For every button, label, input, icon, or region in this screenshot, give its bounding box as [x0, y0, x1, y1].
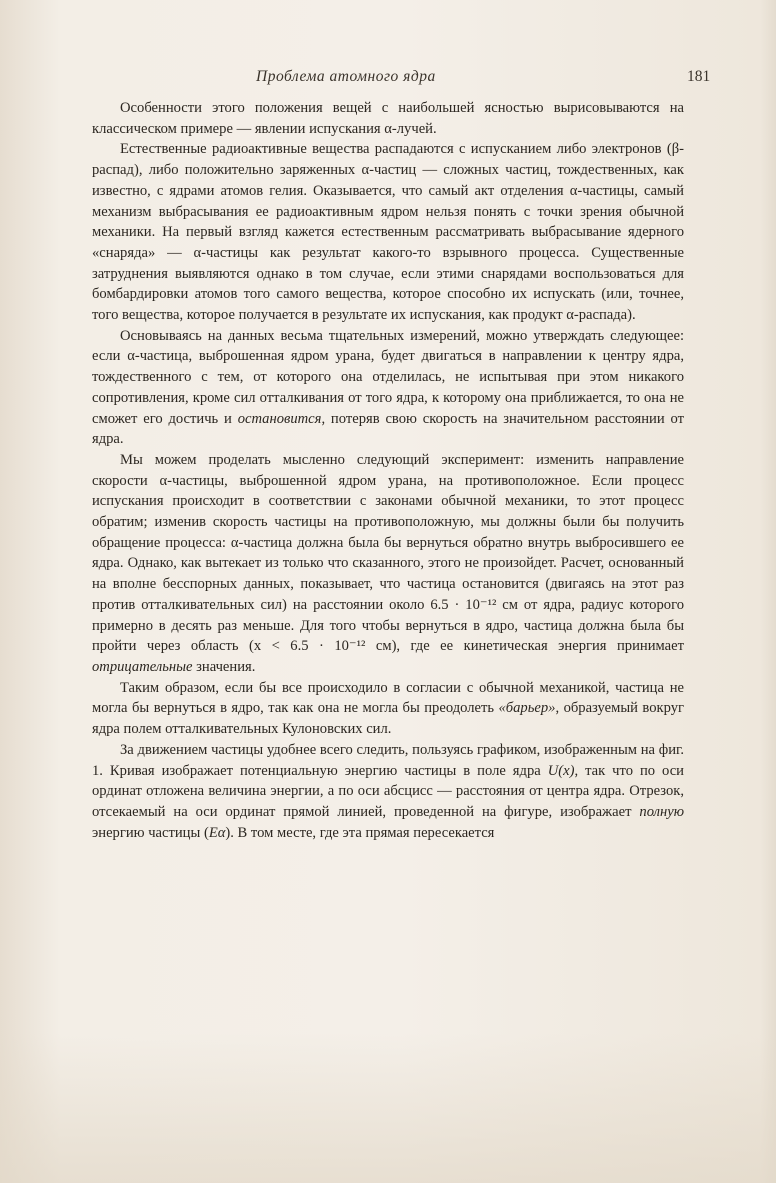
emphasis-text: Eα [208, 824, 226, 841]
paragraph [92, 326, 684, 450]
paragraph [92, 450, 684, 678]
emphasis-text: U(x) [547, 762, 575, 779]
emphasis-text: остановится [237, 410, 322, 427]
body-text [92, 98, 684, 843]
emphasis-text: отрицательные [92, 658, 193, 675]
paragraph-text: За движением частицы удобнее всего следить, пользуясь графиком, изображенным на фиг. 1. Кривая изображает потенциальную энергию частицы в поле ядра [92, 741, 684, 779]
paragraph-text: значения. [192, 658, 256, 675]
paragraph-text: Мы можем проделать мысленно следующий эксперимент: изменить направление скорости α-частицы, выброшенной ядром урана, на противоположное. Если процесс испускания происходит в соответствии с законами обычной механики, то этот процесс обратим; изменив скорость частицы на противоположную, мы должны были бы получить обращение процесса: α-частица должна была бы вернуться обратно внутрь выбросившего ее ядра. Однако, как вытекает из только что сказанного, этого не произойдет. Расчет, основанный на вполне бесспорных данных, показывает, что частица остановится (двигаясь на этот раз против отталкивательных сил) на расстоянии около 6.5 · 10⁻¹² см от ядра, радиус которого примерно в десять раз меньше. Для того чтобы вернуться в ядро, частица должна была бы пройти через область (x < 6.5 · 10⁻¹² см), где ее кинетическая энергия принимает [92, 451, 684, 655]
paragraph-text: Основываясь на данных весьма тщательных измерений, можно утверждать следующее: если α-частица, выброшенная ядром урана, будет двигаться в направлении к центру ядра, тождественного с тем, от которого она отделилась, не испытывая при этом никакого сопротивления, кроме сил отталкивания от того ядра, к которому она приближается, то она не сможет его достичь и [92, 327, 684, 427]
paragraph-text: , потеряв свою скорость на значительном расстоянии от ядра. [92, 410, 684, 448]
paragraph [92, 98, 684, 139]
paragraph-text: Особенности этого положения вещей с наибольшей ясностью вырисовываются на классическом примере — явлении испускания α-лучей. [92, 100, 684, 137]
paragraph-text: , так что по оси ординат отложена величина энергии, а по оси абсцисс — расстояния от центра ядра. Отрезок, отсекаемый на оси ординат прямой линией, проведенной на фигуре, изображает [92, 762, 684, 820]
page-number: 181 [687, 68, 711, 85]
paragraph-text: , образуемый вокруг ядра полем отталкивательных Кулоновских сил. [92, 700, 684, 738]
paragraph-text: ). В том месте, где эта прямая пересекается [225, 824, 495, 841]
running-title: Проблема атомного ядра [256, 68, 436, 85]
paragraph [92, 740, 684, 844]
paragraph-text: Естественные радиоактивные вещества распадаются с испусканием либо электронов (β-распад), либо положительно заряженных α-частиц — сложных частиц, тождественных, как известно, с ядрами атомов гелия. Оказывается, что самый акт отделения α-частицы, самый механизм выбрасывания ее радиоактивным ядром нельзя понять с точки зрения обычной механики. На первый взгляд кажется естественным рассматривать выбрасывание ядерного «снаряда» — α-частицы как результат какого-то взрывного процесса. Существенные затруднения выявляются однако в том случае, если этими снарядами воспользоваться для бомбардировки атомов того самого вещества, которое способно их испускать (или, точнее, того вещества, которое получается в результате их испускания, как продукт α-распада). [92, 141, 684, 324]
paragraph-text: энергию частицы ( [92, 824, 209, 841]
emphasis-text: полную [639, 803, 684, 820]
paragraph-text: Таким образом, если бы все происходило в согласии с обычной механикой, частица не могла бы вернуться в ядро, так как она не могла бы преодолеть [92, 679, 684, 717]
emphasis-text: «барьер» [498, 700, 556, 717]
paragraph [92, 678, 684, 740]
paragraph [92, 139, 684, 325]
